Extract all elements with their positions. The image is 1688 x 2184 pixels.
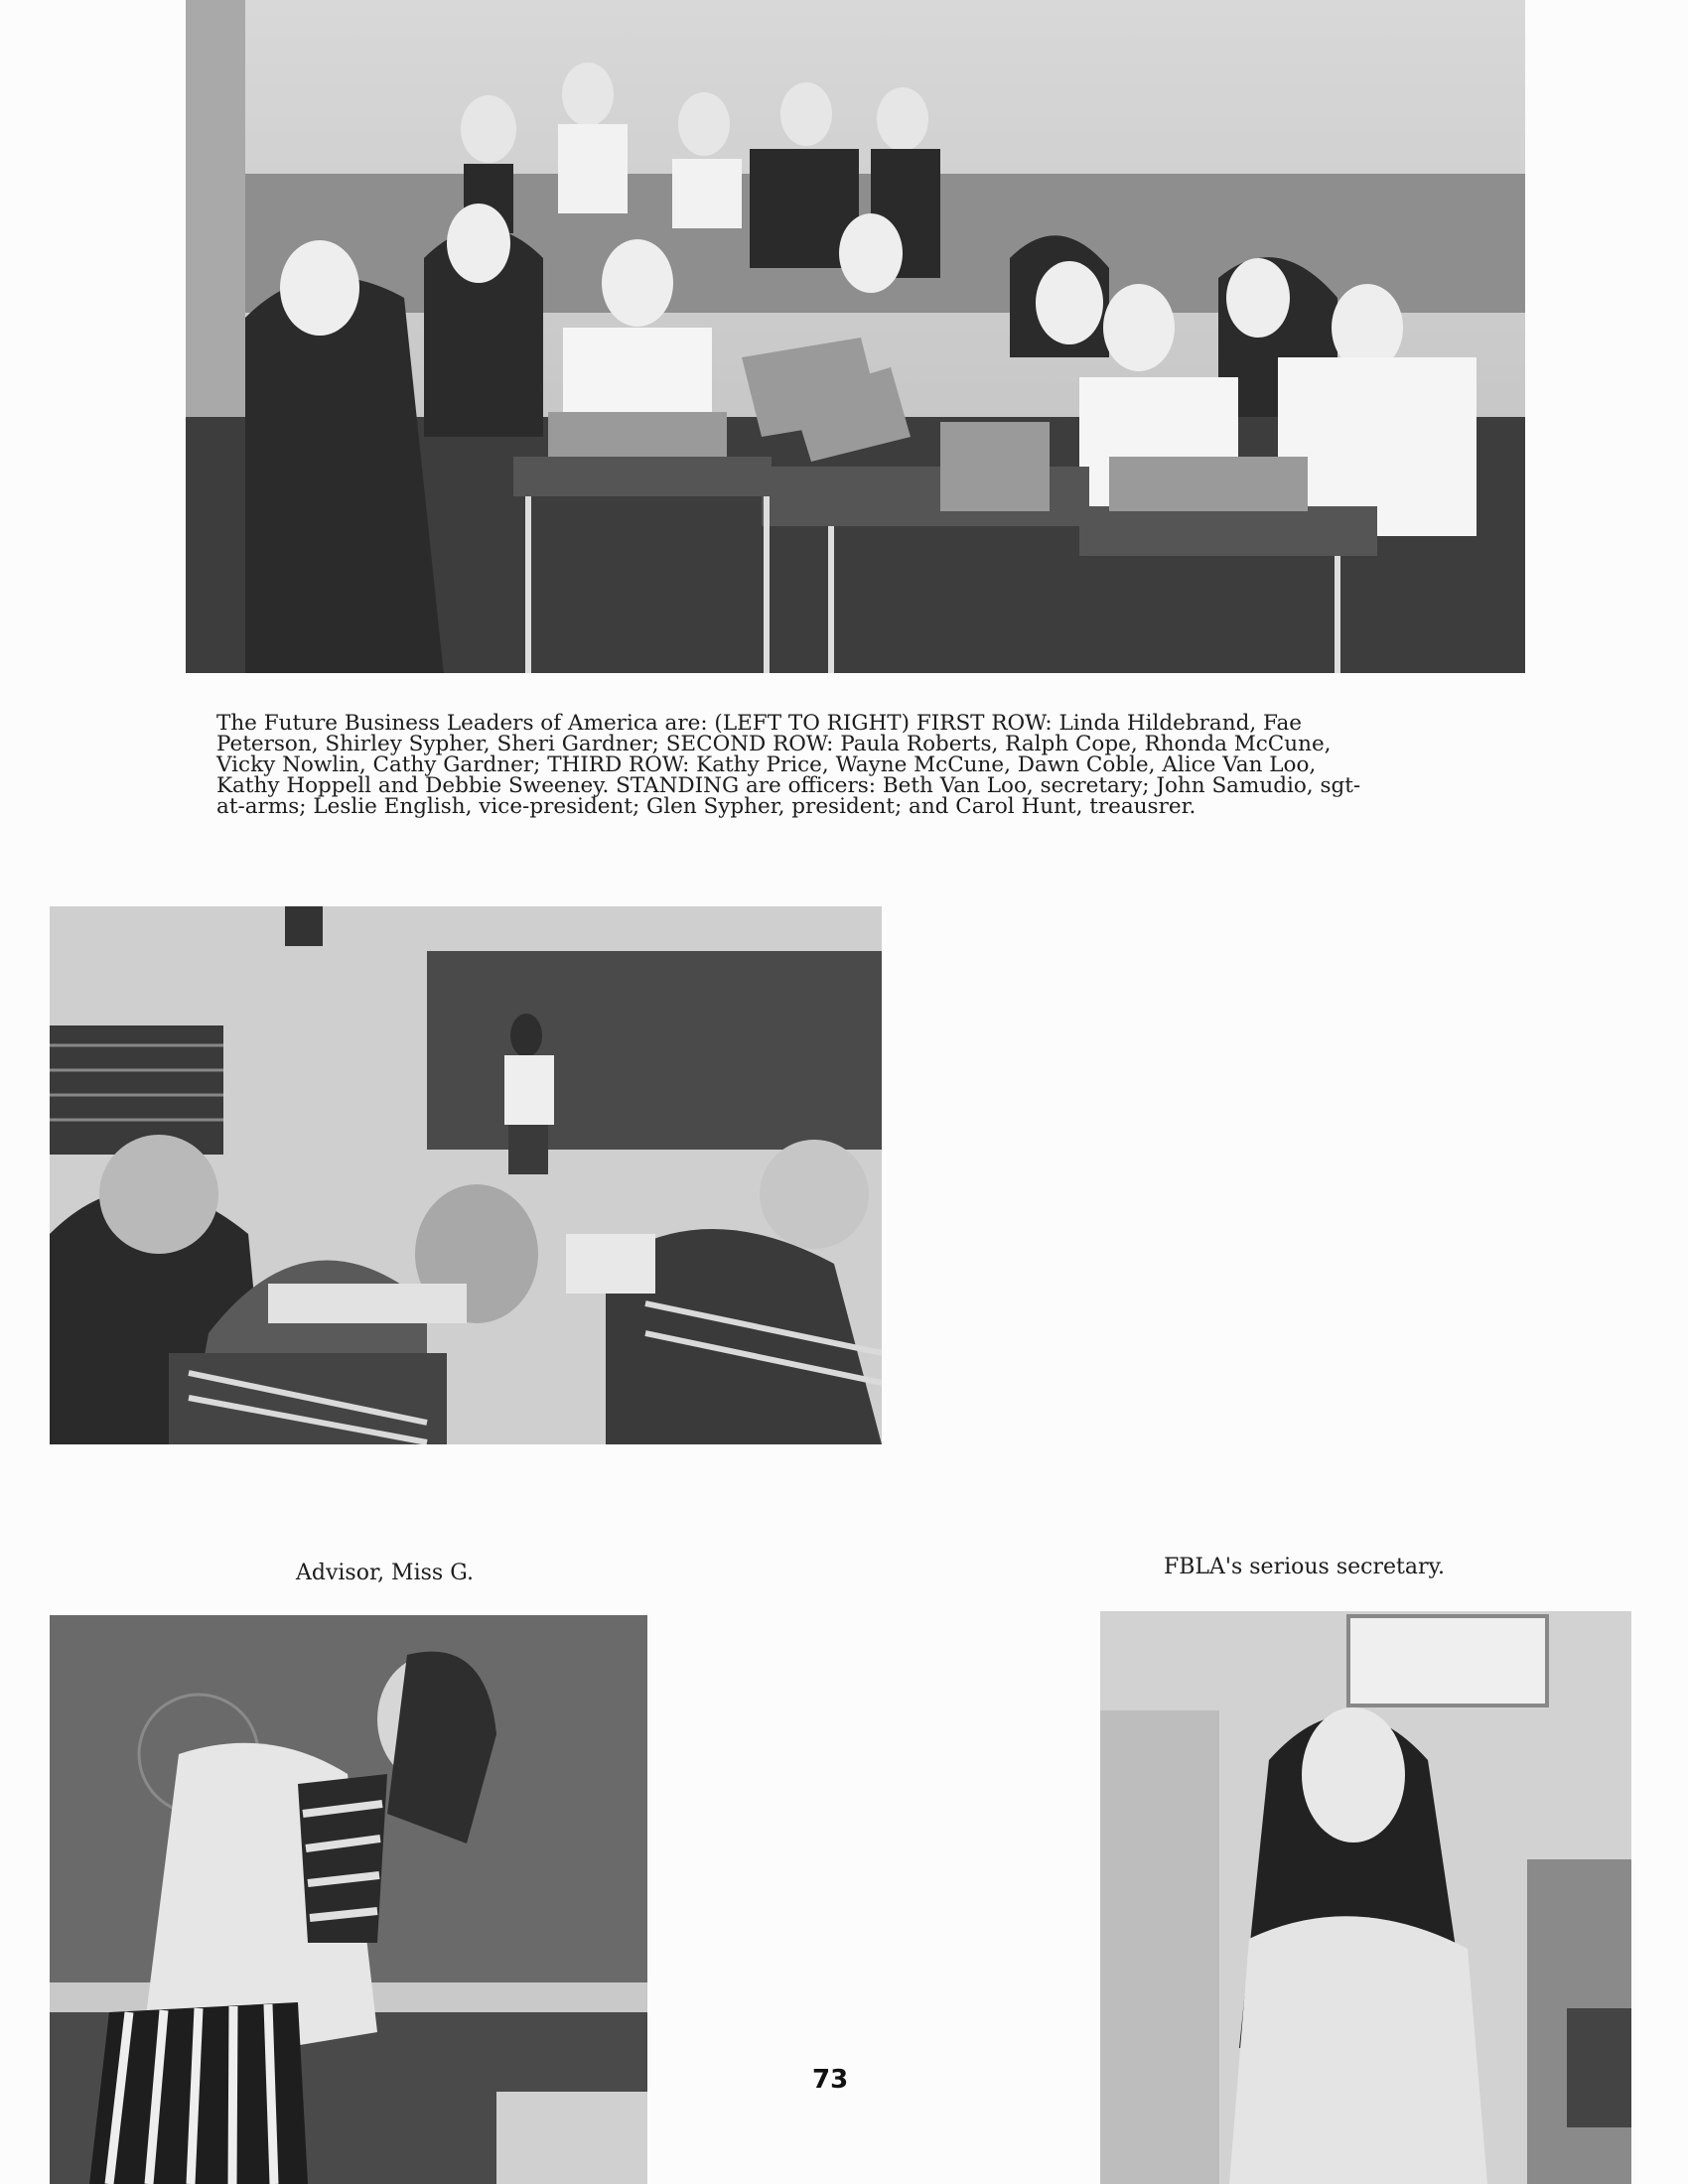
classroom-photo — [50, 906, 882, 1444]
secretary-caption: FBLA's serious secretary. — [1164, 1555, 1445, 1579]
classroom-photo-image — [50, 906, 882, 1444]
secretary-photo — [1100, 1611, 1631, 2184]
group-photo — [186, 0, 1525, 673]
page-number: 73 — [812, 2065, 849, 2095]
advisor-photo-image — [50, 1615, 647, 2184]
advisor-photo — [50, 1615, 647, 2184]
advisor-caption: Advisor, Miss G. — [296, 1561, 474, 1585]
group-photo-caption: The Future Business Leaders of America are: (LEFT TO RIGHT) FIRST ROW: Linda Hildebrand, Fae Peterson, Shirley Sypher, Sheri Gardner; SECOND ROW: Paula Roberts, Ralph Cope, Rhonda McCune, Vicky Nowlin, Cathy Gardner; THIRD ROW: Kathy Price, Wayne McCune, Dawn Coble, Alice Van Loo, Kathy Hoppell and Debbie Sweeney. STANDING are officers: Beth Van Loo, secretary; John Samudio, sgt- at-arms; Leslie English, vice-president; Glen Sypher, president; and Carol Hunt, treausrer. — [216, 711, 1361, 819]
secretary-photo-image — [1100, 1611, 1631, 2184]
group-photo-image — [186, 0, 1525, 673]
